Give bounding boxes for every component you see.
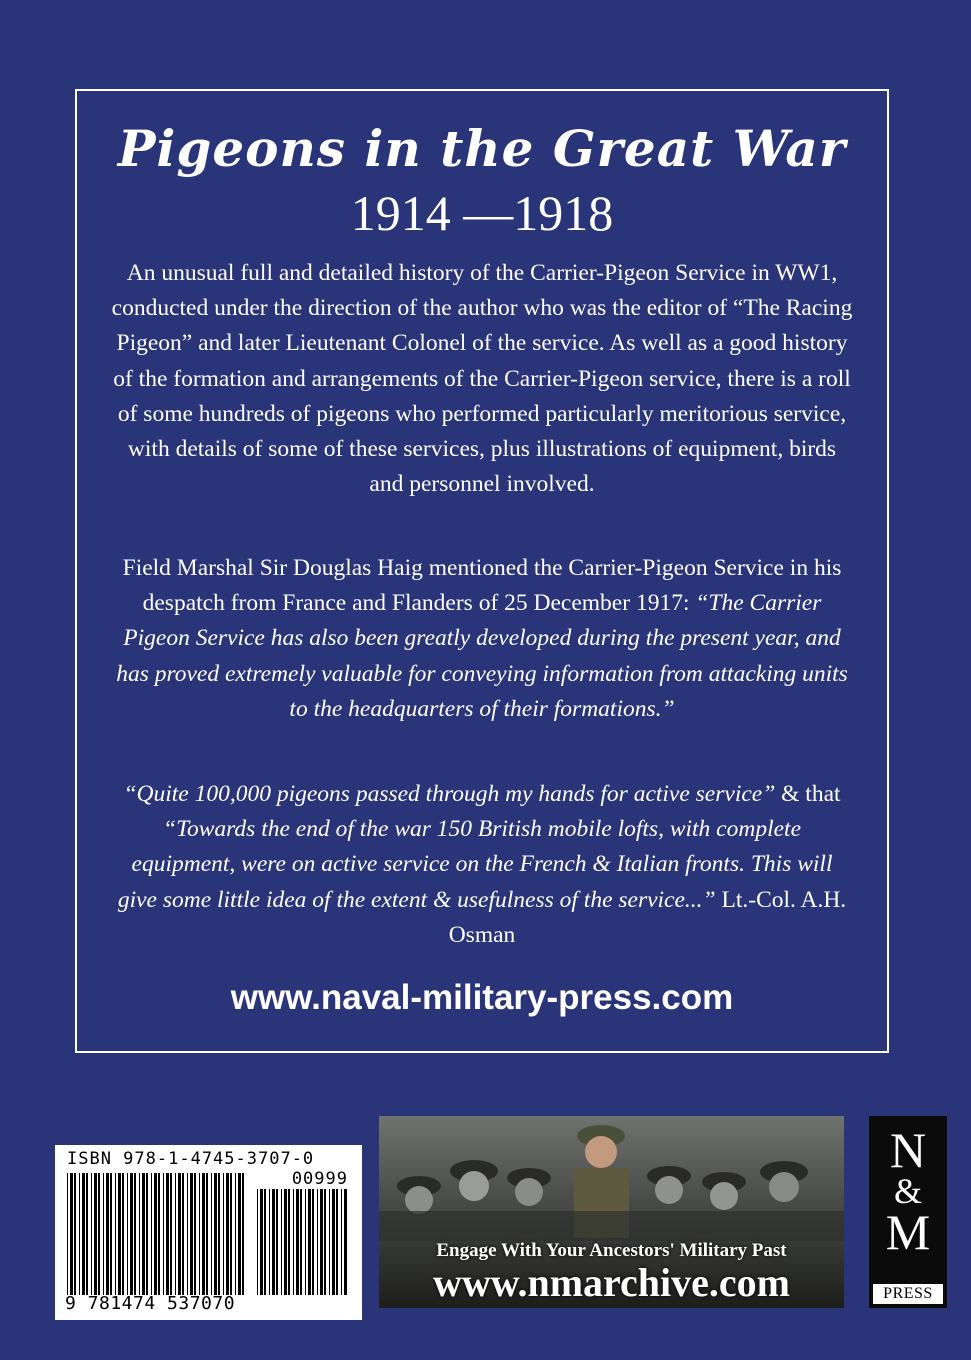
barcode-bar xyxy=(122,1173,124,1295)
barcode-bar xyxy=(300,1189,302,1295)
barcode-bar xyxy=(146,1173,148,1295)
barcode-bar xyxy=(70,1173,73,1295)
osman-quote-1: “Quite 100,000 pigeons passed through my hands for active service” xyxy=(123,781,776,807)
blurb-paragraph-1: An unusual full and detailed history of the Carrier-Pigeon Service in WW1, conducted under the direction of the author who was the editor of “The Racing Pigeon” and later Lieutenant Colonel of the service. As well as a good history of the formation and arrangements of the Carrier-Pigeon service, there is a roll of some hundreds of pigeons who performed particularly meritorious service, with details of some of these services, plus illustrations of equipment, birds and personnel involved. xyxy=(111,260,853,498)
barcode-bar xyxy=(324,1189,326,1295)
barcode-bar xyxy=(154,1173,157,1295)
banner-url[interactable]: www.nmarchive.com xyxy=(433,1260,790,1305)
barcode-bar xyxy=(151,1173,152,1295)
barcode-bar xyxy=(166,1173,169,1295)
isbn-barcode xyxy=(55,1145,362,1320)
publisher-url[interactable]: www.naval-military-press.com xyxy=(230,978,734,1017)
barcode-bar xyxy=(74,1173,76,1295)
barcode-bar xyxy=(190,1173,193,1295)
isbn-label: ISBN 978-1-4745-3707-0 xyxy=(67,1149,315,1169)
barcode-bar xyxy=(235,1173,236,1295)
barcode-bar xyxy=(218,1173,220,1295)
barcode-bar xyxy=(86,1173,88,1295)
barcode-bar xyxy=(242,1173,244,1295)
barcode-bars xyxy=(65,1173,250,1295)
barcode-bar xyxy=(139,1173,140,1295)
barcode-bar xyxy=(272,1189,275,1295)
book-title: Pigeons in the Great War xyxy=(117,119,847,178)
barcode-bar xyxy=(308,1189,311,1295)
nm-press-logo xyxy=(869,1116,947,1308)
barcode-bar xyxy=(103,1173,104,1295)
barcode-bar xyxy=(317,1189,318,1295)
barcode-bar xyxy=(158,1173,160,1295)
barcode-bar xyxy=(202,1173,205,1295)
barcode-bar xyxy=(211,1173,212,1295)
barcode-bar xyxy=(305,1189,306,1295)
barcode-bar xyxy=(264,1189,266,1295)
price-barcode-bars xyxy=(255,1189,350,1295)
logo-press: PRESS xyxy=(873,1284,943,1304)
barcode-bar xyxy=(269,1189,270,1295)
quote-attribution: Lt.-Col. A.H. Osman xyxy=(448,886,847,948)
price-code: 00999 xyxy=(291,1169,348,1189)
book-years: 1914 —1918 xyxy=(350,185,614,241)
barcode-bar xyxy=(91,1173,92,1295)
barcode-bar xyxy=(260,1189,263,1295)
osman-quote-2: “Towards the end of the war 150 British mobile lofts, with complete equipment, were on active service on the French & Italian fronts. This will give some little idea of the extent & usefulness of the service...” xyxy=(117,816,833,913)
barcode-bar xyxy=(194,1173,196,1295)
quote-connector: & that xyxy=(775,781,841,807)
barcode-bar xyxy=(223,1173,224,1295)
barcode-bar xyxy=(230,1173,232,1295)
haig-quote: “The Carrier Pigeon Service has also been greatly developed during the present year, and has proved extremely valuable for conveying information from attacking units to the headquarters of their formations.” xyxy=(116,590,848,722)
barcode-bar xyxy=(175,1173,176,1295)
barcode-bar xyxy=(67,1173,68,1295)
barcode-bar xyxy=(115,1173,116,1295)
barcode-bar xyxy=(214,1173,217,1295)
barcode-bar xyxy=(257,1189,258,1295)
barcode-bar xyxy=(106,1173,109,1295)
barcode-bar xyxy=(98,1173,100,1295)
barcode-bar xyxy=(226,1173,229,1295)
barcode-bar xyxy=(332,1189,335,1295)
barcode-bar xyxy=(187,1173,188,1295)
logo-ampersand: & xyxy=(893,1171,922,1211)
barcode-bar xyxy=(238,1173,241,1295)
barcode-bar xyxy=(320,1189,323,1295)
barcode-bar xyxy=(130,1173,133,1295)
barcode-bar xyxy=(341,1189,342,1295)
barcode-bar xyxy=(163,1173,164,1295)
barcode-bar xyxy=(312,1189,314,1295)
barcode-bar xyxy=(344,1189,347,1295)
barcode-bar xyxy=(293,1189,294,1295)
banner-tagline: Engage With Your Ancestors' Military Past xyxy=(436,1240,787,1261)
nmarchive-banner[interactable] xyxy=(379,1116,844,1308)
barcode-bar xyxy=(170,1173,172,1295)
haig-intro: Field Marshal Sir Douglas Haig mentioned the Carrier-Pigeon Service in his despatch from France and Flanders of 25 December 1917: xyxy=(122,555,842,617)
barcode-bar xyxy=(284,1189,287,1295)
blurb-paragraph-3 xyxy=(110,777,854,953)
blurb-paragraph-2 xyxy=(110,551,854,727)
barcode-bar xyxy=(79,1173,80,1295)
barcode-bar xyxy=(127,1173,128,1295)
barcode-bar xyxy=(276,1189,278,1295)
barcode-bar xyxy=(82,1173,85,1295)
barcode-bar xyxy=(336,1189,338,1295)
barcode-bar xyxy=(206,1173,208,1295)
barcode-bar xyxy=(199,1173,200,1295)
barcode-bar xyxy=(142,1173,145,1295)
barcode-bar xyxy=(329,1189,330,1295)
barcode-digits: 9 781474 537070 xyxy=(65,1293,236,1314)
barcode-bar xyxy=(94,1173,97,1295)
barcode-bar xyxy=(110,1173,112,1295)
logo-m: M xyxy=(885,1204,931,1260)
logo-n: N xyxy=(889,1122,927,1178)
barcode-bar xyxy=(288,1189,290,1295)
barcode-bar xyxy=(178,1173,181,1295)
barcode-bar xyxy=(182,1173,184,1295)
barcode-bar xyxy=(281,1189,282,1295)
barcode-bar xyxy=(118,1173,121,1295)
barcode-bar xyxy=(134,1173,136,1295)
barcode-bar xyxy=(296,1189,299,1295)
